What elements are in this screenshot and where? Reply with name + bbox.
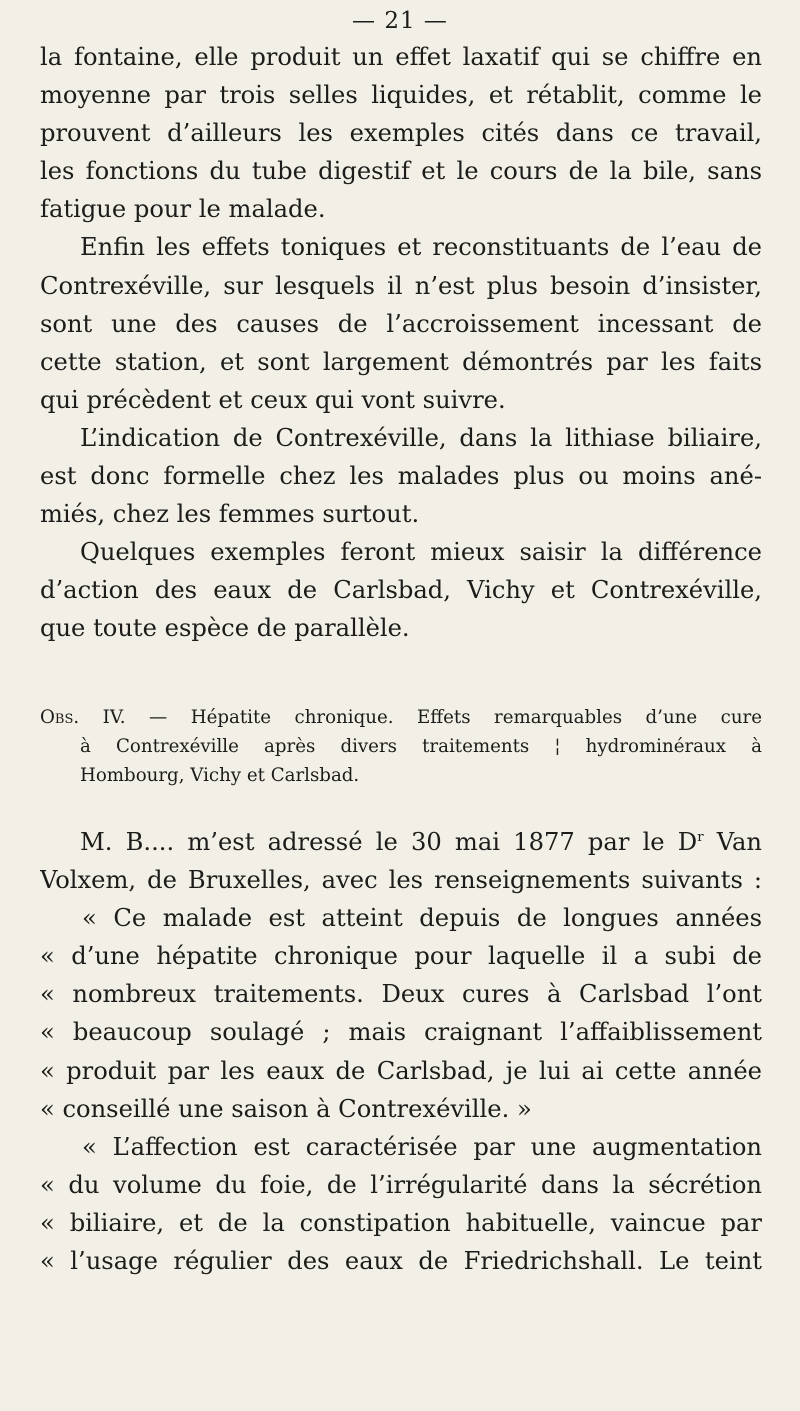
text-line: cette station, et sont largement démontrés par les faits <box>40 347 762 376</box>
quote-line: « beaucoup soulagé ; mais craignant l’affaiblissement <box>40 1018 762 1047</box>
text-line: est donc formelle chez les malades plus ou moins ané- <box>40 462 762 491</box>
observation-line <box>40 703 762 732</box>
quote-line: « l’usage régulier des eaux de Friedrichshall. Le teint <box>40 1247 762 1276</box>
observation-label: Obs. IV. <box>40 707 126 728</box>
text-line: prouvent d’ailleurs les exemples cités dans ce travail, <box>40 119 762 148</box>
quote-line: « Ce malade est atteint depuis de longues années <box>82 904 762 933</box>
intro-text: M. B.... m’est adressé le 30 mai 1877 par le D <box>80 828 698 856</box>
text-line: Enfin les effets toniques et reconstituants de l’eau de <box>80 233 762 262</box>
doctor-abbrev-sup: r <box>697 829 704 845</box>
text-line: d’action des eaux de Carlsbad, Vichy et Contrexéville, <box>40 576 762 605</box>
text-line: miés, chez les femmes surtout. <box>40 500 420 529</box>
text-line: Volxem, de Bruxelles, avec les renseignements suivants : <box>40 866 762 895</box>
quote-line: « d’une hépatite chronique pour laquelle il a subi de <box>40 942 762 971</box>
text-line: la fontaine, elle produit un effet laxatif qui se chiffre en <box>40 43 762 71</box>
text-line: qui précèdent et ceux qui vont suivre. <box>40 385 506 414</box>
quote-line: « conseillé une saison à Contrexéville. » <box>40 1094 532 1123</box>
intro-text-end: Van <box>703 828 762 856</box>
quote-line: « biliaire, et de la constipation habituelle, vaincue par <box>40 1208 762 1237</box>
text-line: moyenne par trois selles liquides, et rétablit, comme le <box>40 81 762 110</box>
quote-line: « produit par les eaux de Carlsbad, je lui ai cette année <box>40 1056 762 1085</box>
text-line: L’indication de Contrexéville, dans la lithiase biliaire, <box>80 423 762 452</box>
body-text-top <box>40 38 762 648</box>
page-number: — 21 — <box>352 8 448 34</box>
body-text-bottom <box>40 823 762 1280</box>
observation-title: — Hépatite chronique. Effets remarquables d’une cure <box>125 707 762 728</box>
observation-heading <box>40 703 762 790</box>
text-line: les fonctions du tube digestif et le cours de la bile, sans <box>40 157 762 186</box>
observation-line: à Contrexéville après divers traitements ¦ hydrominéraux à <box>80 736 762 757</box>
observation-line: Hombourg, Vichy et Carlsbad. <box>80 765 360 786</box>
text-line: Quelques exemples feront mieux saisir la différence <box>80 538 762 567</box>
text-line: sont une des causes de l’accroissement incessant de <box>40 309 762 338</box>
text-line: fatigue pour le malade. <box>40 195 326 224</box>
text-line: que toute espèce de parallèle. <box>40 614 410 643</box>
quote-line: « L’affection est caractérisée par une augmentation <box>82 1132 762 1161</box>
quote-line: « nombreux traitements. Deux cures à Carlsbad l’ont <box>40 980 762 1009</box>
text-line <box>40 823 762 861</box>
quote-line: « du volume du foie, de l’irrégularité dans la sécrétion <box>40 1170 762 1199</box>
text-line: Contrexéville, sur lesquels il n’est plus besoin d’insister, <box>40 271 762 300</box>
